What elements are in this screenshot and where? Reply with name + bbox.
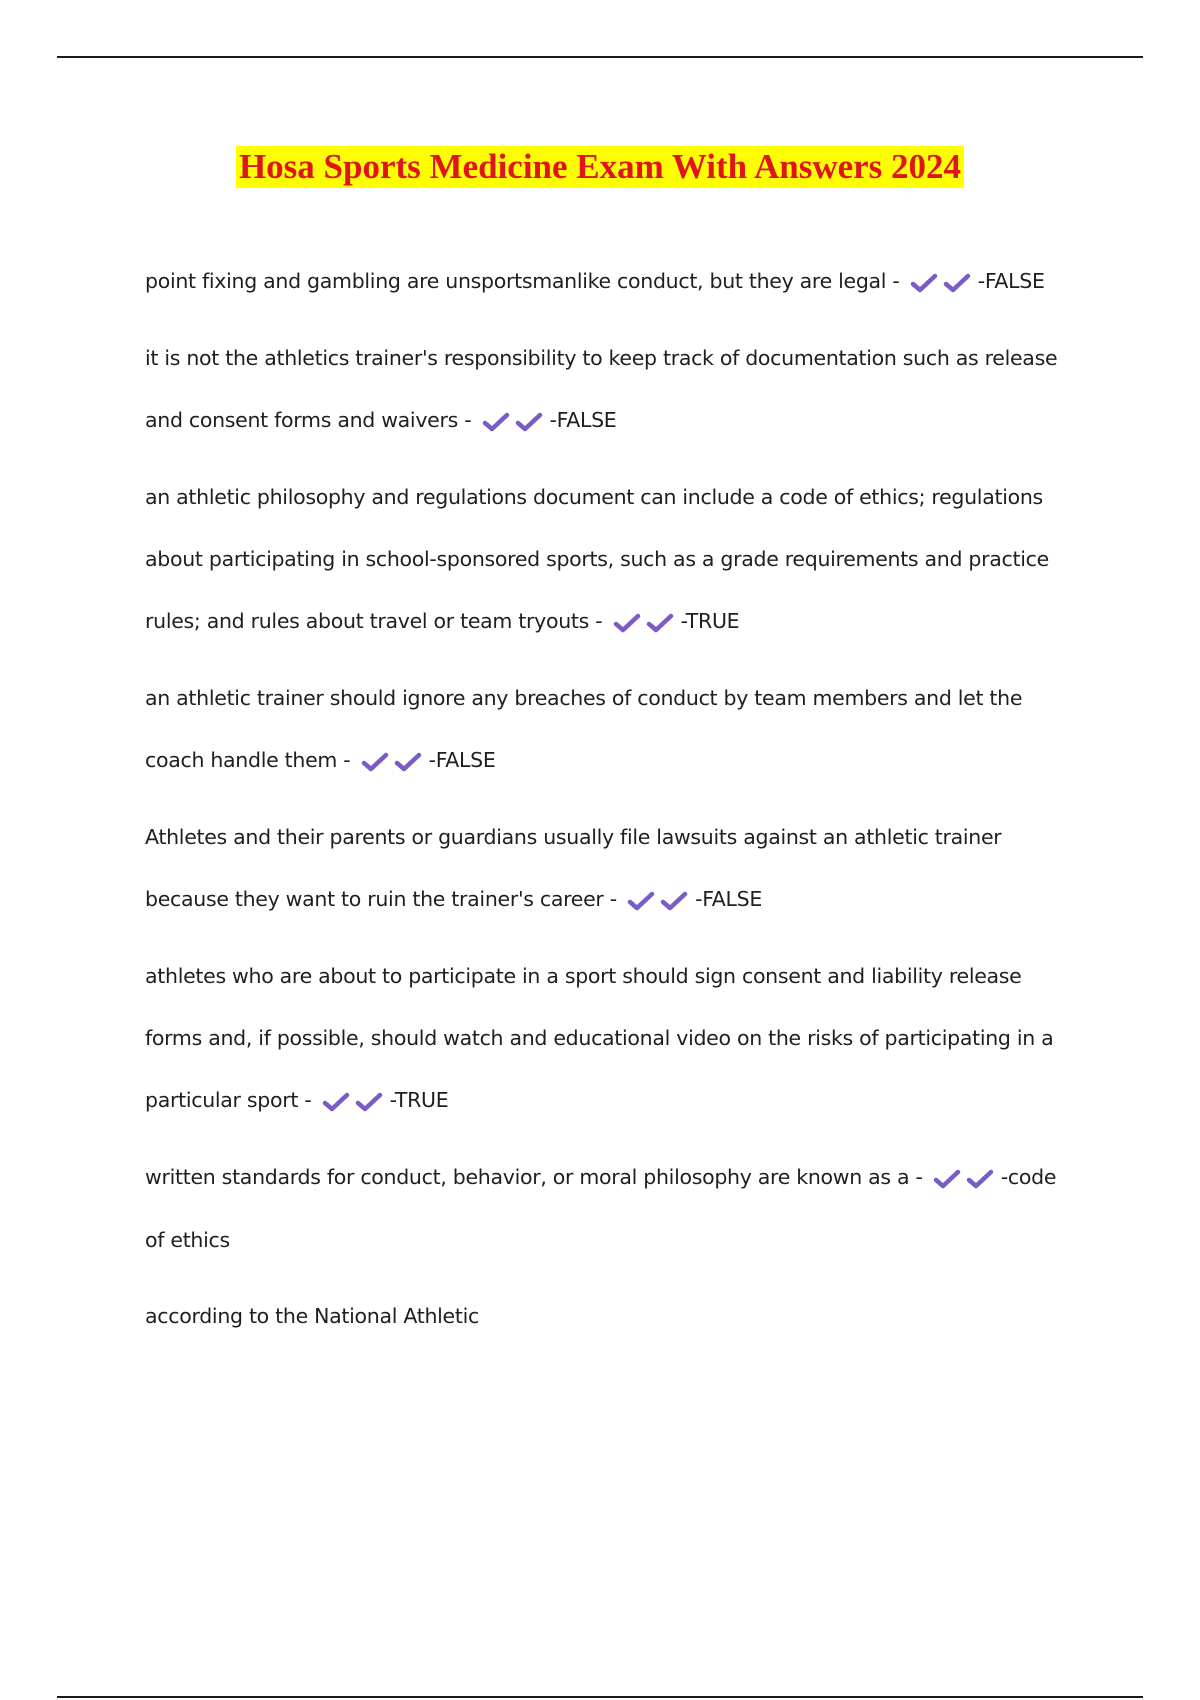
qa-item [145, 327, 1100, 452]
answer-text: -FALSE [549, 408, 617, 432]
qa-item [145, 667, 1100, 792]
answer-text: -FALSE [695, 887, 763, 911]
answer-text: -TRUE [680, 609, 740, 633]
qa-item [145, 806, 1100, 931]
check-icon [943, 272, 971, 294]
check-icon [515, 411, 543, 433]
qa-line [145, 868, 1100, 931]
answer-text: -TRUE [389, 1088, 449, 1112]
question-text: according to the National Athletic [145, 1304, 479, 1328]
qa-line [145, 667, 1100, 729]
question-text: point fixing and gambling are unsportsmanlike conduct, but they are legal - [145, 269, 906, 293]
question-text: particular sport - [145, 1088, 318, 1112]
qa-line [145, 250, 1100, 313]
check-icons [361, 730, 427, 792]
check-icon [322, 1091, 350, 1113]
question-text: coach handle them - [145, 748, 357, 772]
question-text: because they want to ruin the trainer's career - [145, 887, 624, 911]
check-icon [910, 272, 938, 294]
qa-line [145, 528, 1100, 590]
qa-item [145, 466, 1100, 653]
question-text: an athletic trainer should ignore any breaches of conduct by team members and let the [145, 686, 1023, 710]
answer-continuation: of ethics [145, 1228, 230, 1252]
check-icon [394, 751, 422, 773]
qa-item [145, 1285, 1100, 1347]
check-icons [322, 1070, 388, 1132]
answer-text: -code [1000, 1165, 1057, 1189]
qa-line [145, 1209, 1100, 1271]
qa-list [145, 250, 1100, 1361]
question-text: forms and, if possible, should watch and educational video on the risks of participating in a [145, 1026, 1054, 1050]
title-wrap [0, 146, 1200, 188]
document-title: Hosa Sports Medicine Exam With Answers 2024 [236, 146, 964, 188]
check-icon [933, 1168, 961, 1190]
check-icons [910, 251, 976, 313]
qa-item [145, 945, 1100, 1132]
qa-line [145, 590, 1100, 653]
check-icon [613, 612, 641, 634]
answer-text: -FALSE [428, 748, 496, 772]
qa-line [145, 1069, 1100, 1132]
check-icon [361, 751, 389, 773]
question-text: and consent forms and waivers - [145, 408, 478, 432]
qa-line [145, 1285, 1100, 1347]
check-icon [482, 411, 510, 433]
check-icons [613, 591, 679, 653]
qa-line [145, 1146, 1100, 1209]
qa-line [145, 466, 1100, 528]
check-icons [933, 1147, 999, 1209]
check-icon [627, 890, 655, 912]
qa-line [145, 806, 1100, 868]
qa-line [145, 945, 1100, 1007]
question-text: written standards for conduct, behavior, or moral philosophy are known as a - [145, 1165, 929, 1189]
top-rule [57, 56, 1143, 58]
check-icons [627, 869, 693, 931]
question-text: athletes who are about to participate in a sport should sign consent and liability release [145, 964, 1022, 988]
check-icon [966, 1168, 994, 1190]
qa-item [145, 250, 1100, 313]
check-icon [660, 890, 688, 912]
question-text: about participating in school-sponsored sports, such as a grade requirements and practice [145, 547, 1049, 571]
check-icons [482, 390, 548, 452]
qa-line [145, 729, 1100, 792]
check-icon [355, 1091, 383, 1113]
question-text: it is not the athletics trainer's responsibility to keep track of documentation such as release [145, 346, 1058, 370]
question-text: rules; and rules about travel or team tryouts - [145, 609, 609, 633]
check-icon [646, 612, 674, 634]
qa-line [145, 389, 1100, 452]
qa-line [145, 327, 1100, 389]
question-text: Athletes and their parents or guardians usually file lawsuits against an athletic trainer [145, 825, 1002, 849]
answer-text: -FALSE [977, 269, 1045, 293]
bottom-rule [57, 1696, 1143, 1698]
qa-item [145, 1146, 1100, 1271]
question-text: an athletic philosophy and regulations document can include a code of ethics; regulations [145, 485, 1043, 509]
qa-line [145, 1007, 1100, 1069]
